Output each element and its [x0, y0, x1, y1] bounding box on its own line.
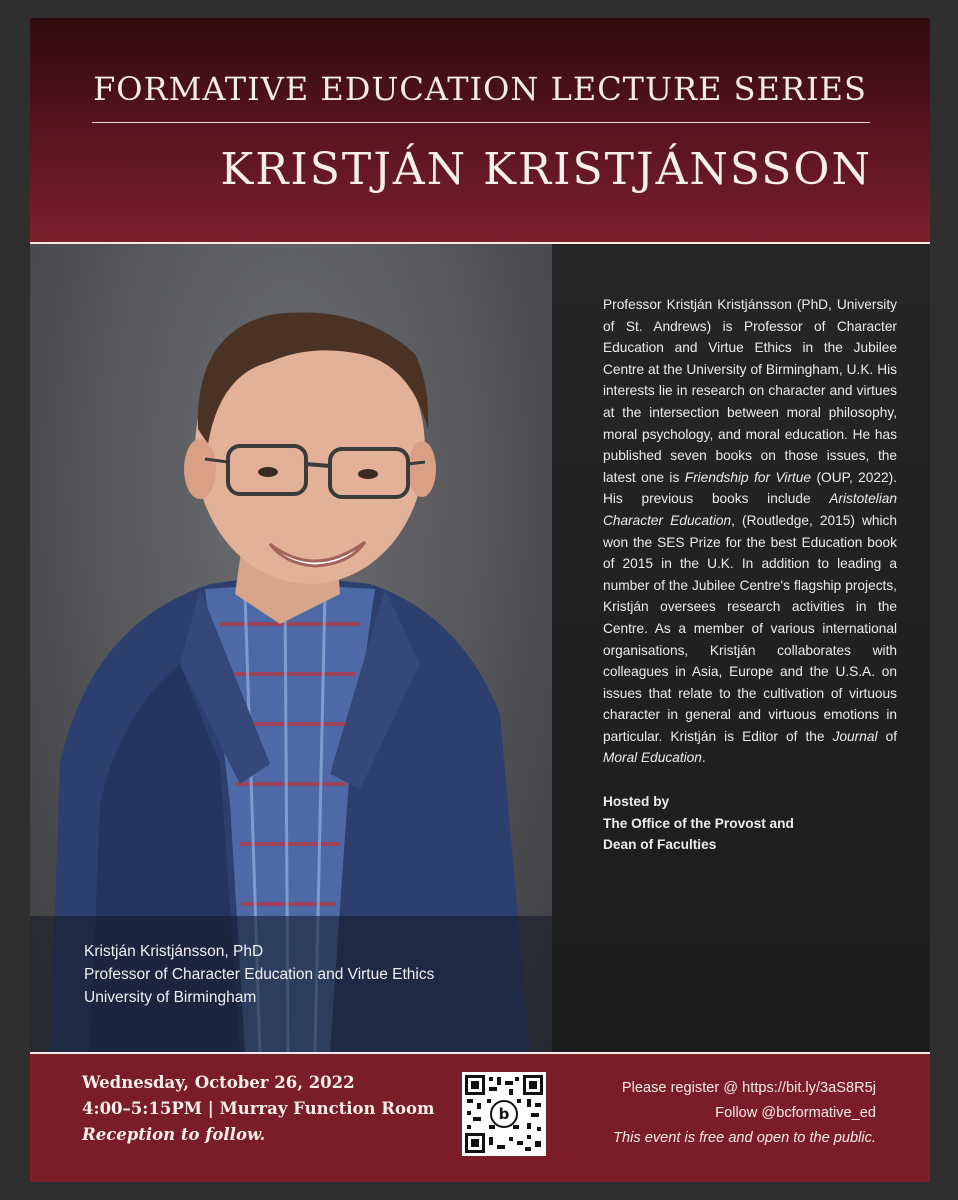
speaker-photo [30, 244, 552, 1052]
hosted-by-block [603, 791, 897, 856]
book-title-aristotelian: Aristotelian Character Education [603, 491, 897, 528]
registration-qr-code[interactable] [462, 1072, 546, 1156]
caption-name: Kristján Kristjánsson, PhD [84, 943, 264, 960]
event-date: Wednesday, October 26, 2022 [82, 1073, 355, 1092]
bio-text-1: Professor Kristján Kristjánsson (PhD, University of St. Andrews) is Professor of Character Education and Virtue Ethics in the Jubilee Centre at the University of Birmingham, U.K. His interests lie in research on character and virtues at the intersection between moral philosophy, moral psychology, and moral education. He has published seven books on those issues, the latest one is [603, 297, 897, 485]
speaker-bio [603, 294, 897, 856]
bio-paragraph [603, 294, 897, 769]
event-details [82, 1070, 434, 1148]
journal-title-a: Journal [832, 728, 878, 744]
caption-affiliation: University of Birmingham [84, 989, 257, 1006]
register-link[interactable]: Please register @ https://bit.ly/3aS8R5j [621, 1080, 876, 1096]
poster-footer [30, 1054, 930, 1182]
event-poster [30, 18, 930, 1182]
caption-position: Professor of Character Education and Virtue Ethics [84, 966, 435, 983]
header-divider [92, 122, 870, 123]
journal-title-b: Moral Education [603, 750, 702, 766]
hosted-by-line1: The Office of the Provost and [603, 815, 794, 831]
follow-handle[interactable]: Follow @bcformative_ed [715, 1105, 876, 1121]
free-event-note: This event is free and open to the public. [613, 1130, 876, 1146]
hosted-by-label: Hosted by [603, 794, 670, 810]
hosted-by-line2: Dean of Faculties [603, 837, 717, 853]
speaker-name-heading: KRISTJÁN KRISTJÁNSSON [220, 144, 872, 195]
bio-text-2: (OUP, 2022). His previous books include [603, 469, 897, 507]
photo-caption [84, 940, 434, 1009]
series-title: FORMATIVE EDUCATION LECTURE SERIES [93, 70, 867, 108]
book-title-friendship: Friendship for Virtue [684, 469, 812, 485]
bio-text-5: . [701, 750, 706, 766]
poster-header [30, 18, 930, 242]
event-reception: Reception to follow. [82, 1125, 266, 1144]
registration-info [613, 1076, 876, 1151]
event-time-location: 4:00–5:15PM | Murray Function Room [82, 1099, 435, 1118]
bio-panel [552, 244, 930, 1052]
qr-logo-badge: b [490, 1100, 518, 1128]
bio-text-3: , (Routledge, 2015) which won the SES Prize for the best Education book of 2015 in the U.K. In addition to leading a number of the Jubilee Centre's flagship projects, Kristján oversees research activities in the Centre. As a member of various international organisations, Kristján collaborates with colleagues in Asia, Europe and the U.S.A. on issues that relate to the cultivation of virtuous character in general and virtuous emotions in particular. Kristján is Editor of the [603, 512, 897, 744]
bio-text-4: of [877, 728, 898, 744]
